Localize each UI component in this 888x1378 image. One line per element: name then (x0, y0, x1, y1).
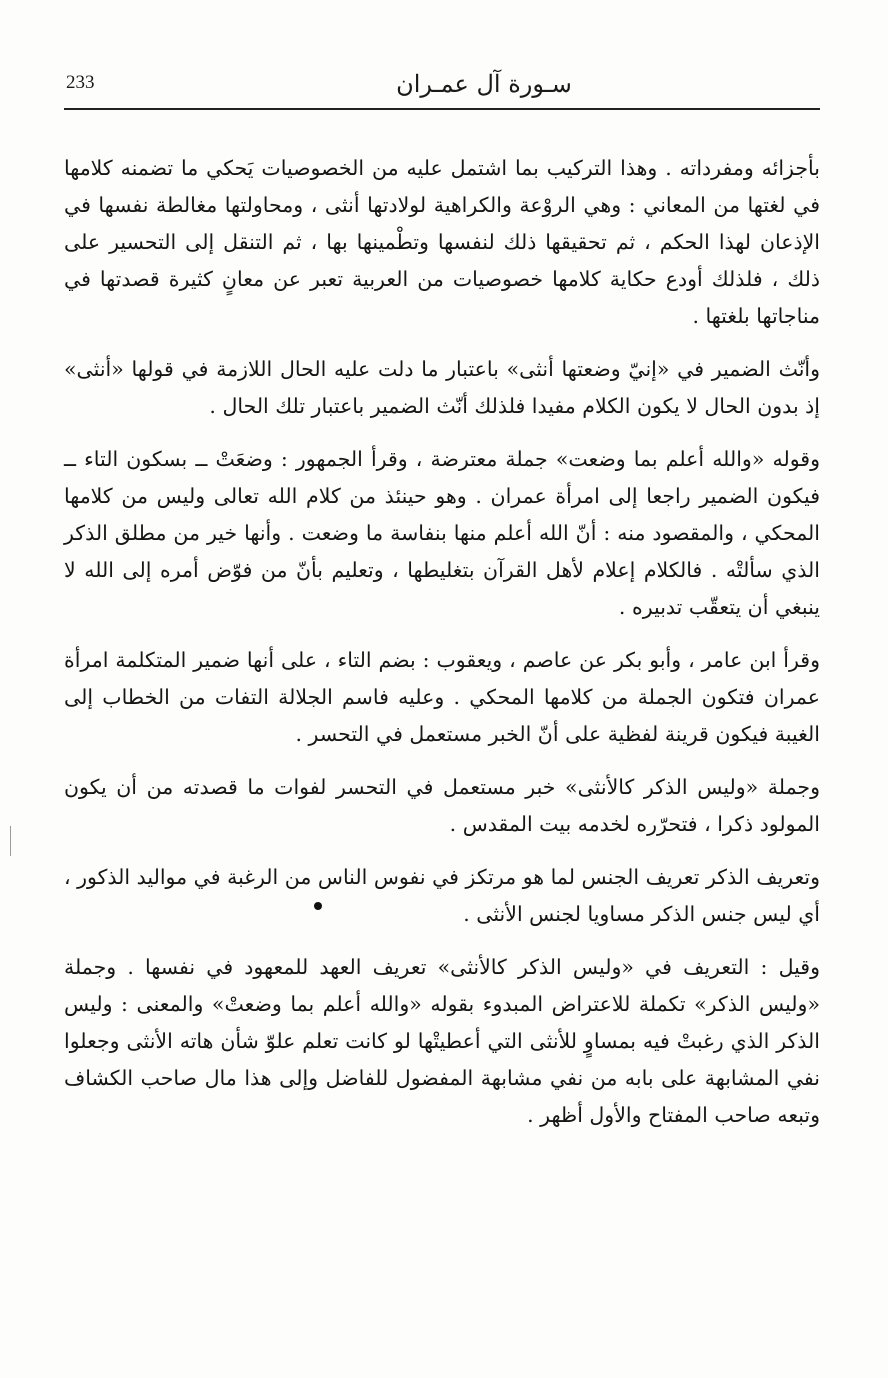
margin-mark (10, 826, 11, 856)
body-text (64, 150, 820, 1150)
running-title: سـورة آل عمـران (396, 70, 572, 98)
page-header (64, 66, 820, 110)
paragraph: وتعريف الذكر تعريف الجنس لما هو مرتكز في نفوس الناس من الرغبة في مواليد الذكور ، أي ليس جنس الذكر مساويا لجنس الأنثى . (64, 865, 820, 926)
paragraph: وأنّث الضمير في «إنيّ وضعتها أنثى» باعتبار ما دلت عليه الحال اللازمة في قولها «أنثى» إذ بدون الحال لا يكون الكلام مفيدا فلذلك أنّث الضمير باعتبار تلك الحال . (64, 357, 820, 418)
paragraph: وجملة «وليس الذكر كالأنثى» خبر مستعمل في التحسر لفوات ما قصدته من أن يكون المولود ذكرا ، فتحرّره لخدمه بيت المقدس . (64, 775, 820, 836)
header-rule (64, 108, 820, 110)
paragraph: بأجزائه ومفرداته . وهذا التركيب بما اشتمل عليه من الخصوصيات يَحكي ما تضمنه كلامها في لغتها من المعاني : وهي الروْعة والكراهية لولادتها أنثى ، ومحاولتها مغالطة نفسها في الإذعان لهذا الحكم ، ثم تحقيقها ذلك لنفسها وتطْمينها بها ، ثم التنقل إلى التحسير على ذلك ، فلذلك أودع حكاية كلامها خصوصيات من العربية تعبر عن معانٍ كثيرة قصدتها في مناجاتها بلغتها . (64, 156, 820, 328)
paragraph: وقرأ ابن عامر ، وأبو بكر عن عاصم ، ويعقوب : بضم التاء ، على أنها ضمير المتكلمة امرأة عمران فتكون الجملة من كلامها المحكي . وعليه فاسم الجلالة التفات من الخطاب إلى الغيبة فيكون قرينة لفظية على أنّ الخبر مستعمل في التحسر . (64, 648, 820, 746)
ink-dot (314, 902, 322, 910)
paragraph: وقوله «والله أعلم بما وضعت» جملة معترضة ، وقرأ الجمهور : وضعَتْ ــ بسكون التاء ــ فيكون الضمير راجعا إلى امرأة عمران . وهو حينئذ من كلام الله تعالى وليس من كلامها المحكي ، والمقصود منه : أنّ الله أعلم منها بنفاسة ما وضعت . وأنها خير من مطلق الذكر الذي سألتْه . فالكلام إعلام لأهل القرآن بتغليطها ، وتعليم بأنّ من فوّض أمره إلى الله لا ينبغي أن يتعقّب تدبيره . (64, 447, 820, 619)
page-number: 233 (66, 72, 95, 93)
paragraph: وقيل : التعريف في «وليس الذكر كالأنثى» تعريف العهد للمعهود في نفسها . وجملة «وليس الذكر» تكملة للاعتراض المبدوء بقوله «والله أعلم بما وضعتْ» والمعنى : وليس الذكر الذي رغبتْ فيه بمساوٍ للأنثى التي أعطيتْها لو كانت تعلم علوّ شأن هاته الأنثى وجعلوا نفي المشابهة على بابه من نفي مشابهة المفضول للفاضل وإلى هذا مال صاحب الكشاف وتبعه صاحب المفتاح والأول أظهر . (64, 955, 820, 1127)
